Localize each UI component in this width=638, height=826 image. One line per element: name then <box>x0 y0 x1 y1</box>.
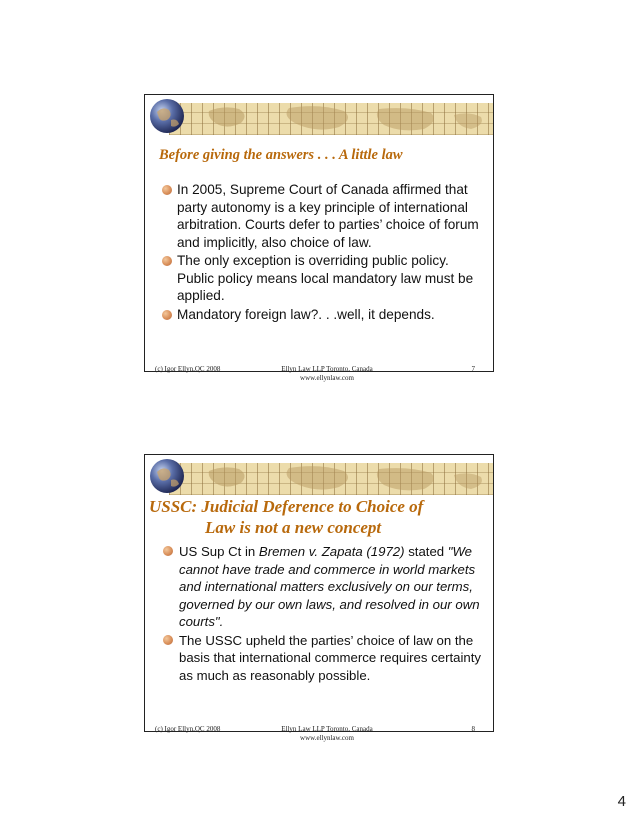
world-map-banner <box>169 103 493 135</box>
bullet-icon <box>163 546 173 556</box>
globe-icon <box>149 98 185 134</box>
footer-copyright: (c) Igor Ellyn,QC 2008 <box>155 725 221 733</box>
list-item: In 2005, Supreme Court of Canada affirmed that party autonomy is a key principle of international arbitration. Courts defer to parties’ choice of forum and implicitly, also choice of law. <box>159 181 483 251</box>
list-item: US Sup Ct in Bremen v. Zapata (1972) stated "We cannot have trade and commerce in world markets and international matters exclusively on our terms, governed by our own laws, and resolved in our own courts". <box>159 543 483 631</box>
world-map-banner <box>169 463 493 495</box>
bullet-icon <box>162 185 172 195</box>
footer-firm: Ellyn Law LLP Toronto, Canada www.ellynlaw.com <box>281 365 373 382</box>
slide-7 <box>144 94 494 382</box>
slide-number: 7 <box>471 365 475 373</box>
court-quote: "We cannot have trade and commerce in world markets and international matters exclusively on our terms, governed by our own laws, and resolved in our own courts". <box>179 544 480 629</box>
bullet-list <box>159 543 483 685</box>
bullet-icon <box>162 310 172 320</box>
list-item: The only exception is overriding public policy. Public policy means local mandatory law must be applied. <box>159 252 483 305</box>
list-item: The USSC upheld the parties’ choice of law on the basis that international commerce requires certainty as much as reasonably possible. <box>159 632 483 685</box>
list-item: Mandatory foreign law?. . .well, it depends. <box>159 306 483 324</box>
globe-icon <box>149 458 185 494</box>
bullet-list <box>159 181 483 324</box>
slide-8 <box>144 454 494 742</box>
slide-title: USSC: Judicial Deference to Choice of Law is not a new concept <box>149 497 424 537</box>
page-number: 4 <box>617 793 626 810</box>
bullet-icon <box>162 256 172 266</box>
bullet-icon <box>163 635 173 645</box>
slide-title: Before giving the answers . . . A little law <box>159 147 403 163</box>
case-citation: Bremen v. Zapata (1972) <box>258 544 405 559</box>
slide-number: 8 <box>471 725 475 733</box>
footer-firm: Ellyn Law LLP Toronto, Canada www.ellynlaw.com <box>281 725 373 742</box>
footer-copyright: (c) Igor Ellyn,QC 2008 <box>155 365 221 373</box>
